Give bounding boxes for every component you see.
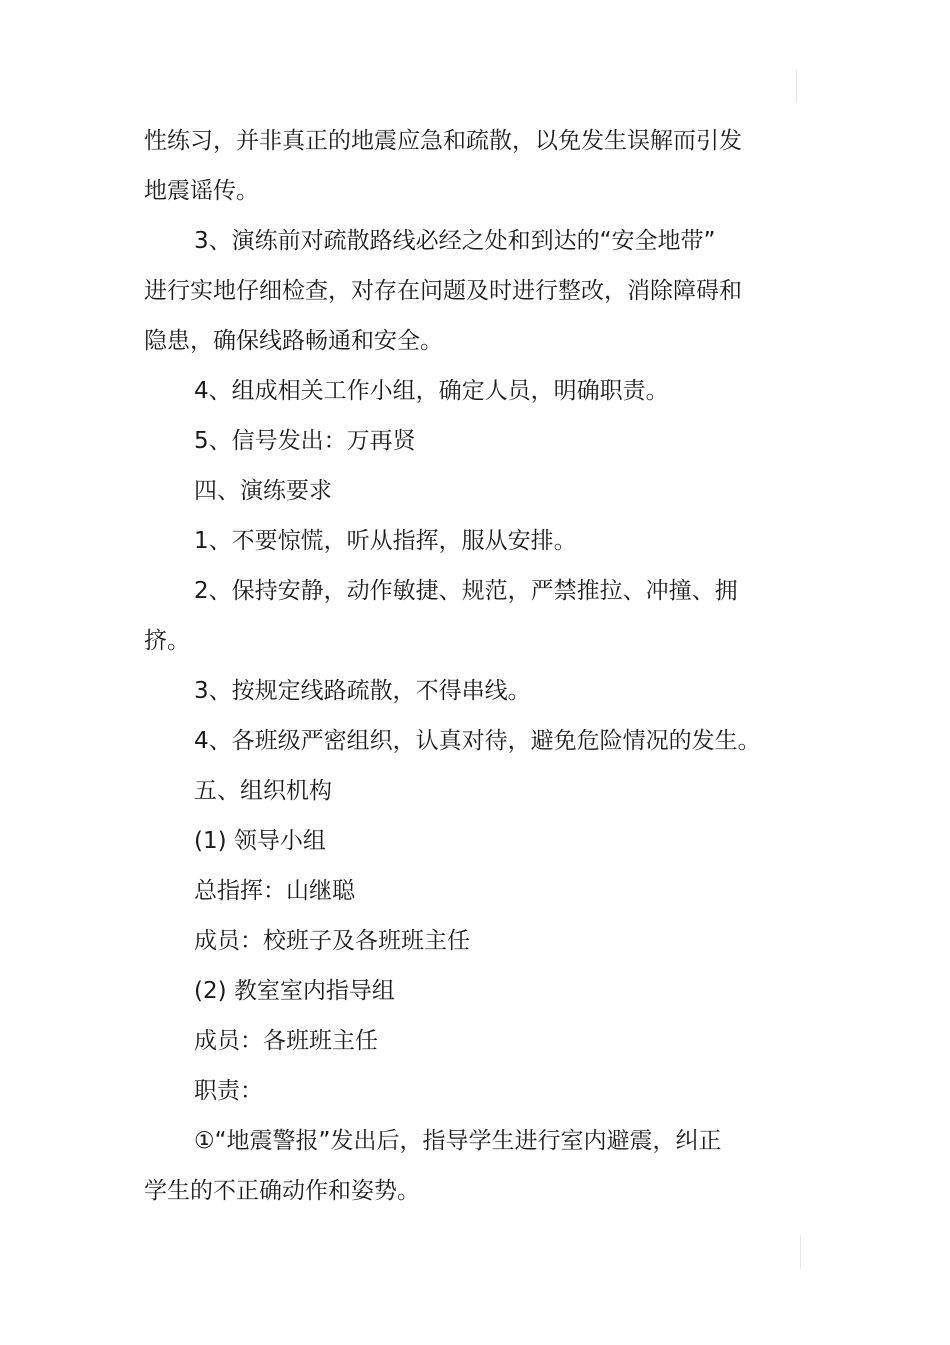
requirement-item-2: 2、保持安静，动作敏捷、规范，严禁推拉、冲撞、拥 [194,578,738,604]
list-item-3: 3、演练前对疏散路线必经之处和到达的“安全地带” [194,228,716,254]
paragraph-line: 挤。 [144,628,190,654]
duties-label: 职责： [194,1078,263,1104]
paragraph-line: 学生的不正确动作和姿势。 [144,1178,420,1204]
paragraph-line: 性练习，并非真正的地震应急和疏散，以免发生误解而引发 [144,128,742,154]
subsection-classroom-group: (2) 教室室内指导组 [194,978,395,1004]
requirement-item-4: 4、各班级严密组织，认真对待，避免危险情况的发生。 [194,728,761,754]
list-item-5: 5、信号发出：万再贤 [194,428,416,454]
commander-line: 总指挥：山继聪 [194,878,355,904]
page-edge-mark-top [796,70,797,102]
members-line: 成员：各班班主任 [194,1028,378,1054]
duty-item-1: ①“地震警报”发出后，指导学生进行室内避震，纠正 [194,1128,722,1154]
list-item-4: 4、组成相关工作小组，确定人员，明确职责。 [194,378,669,404]
paragraph-line: 进行实地仔细检查，对存在问题及时进行整改，消除障碍和 [144,278,742,304]
paragraph-line: 地震谣传。 [144,178,259,204]
requirement-item-1: 1、不要惊慌，听从指挥，服从安排。 [194,528,577,554]
members-line: 成员：校班子及各班班主任 [194,928,470,954]
subsection-leadership-group: (1) 领导小组 [194,828,326,854]
section-heading-organization: 五、组织机构 [194,778,332,804]
page-edge-mark-bottom [800,1235,801,1269]
section-heading-requirements: 四、演练要求 [194,478,332,504]
paragraph-line: 隐患，确保线路畅通和安全。 [144,328,443,354]
requirement-item-3: 3、按规定线路疏散，不得串线。 [194,678,531,704]
